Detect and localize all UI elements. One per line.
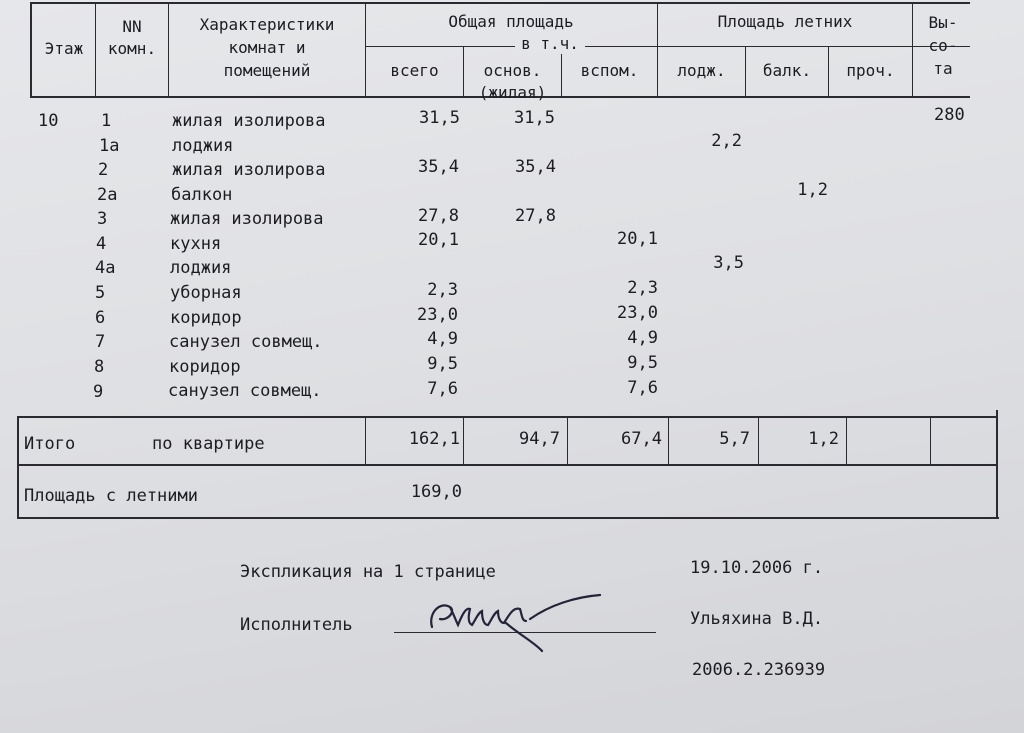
room-nn: 2: [98, 160, 109, 180]
room-total: 2,3: [427, 280, 458, 300]
room-aux: 9,5: [627, 353, 658, 373]
room-nn: 9: [93, 382, 104, 402]
header-other: проч.: [846, 61, 895, 80]
header-main: основ.: [483, 61, 542, 80]
header-balcony: балк.: [762, 61, 812, 80]
room-main: 31,5: [514, 108, 555, 128]
room-loggia: 2,2: [711, 131, 742, 151]
header-vline: [168, 2, 169, 97]
room-total: 27,8: [418, 206, 459, 226]
room-nn: 4: [96, 234, 107, 254]
room-nn: 2а: [97, 185, 118, 205]
room-nn: 5: [95, 283, 106, 303]
room-name: санузел совмещ.: [169, 332, 323, 352]
room-name: уборная: [170, 283, 242, 303]
document-date: 19.10.2006 г.: [690, 558, 824, 578]
totals-mid-rule: [17, 464, 997, 466]
totals-loggia: 5,7: [719, 429, 750, 449]
header-characteristics: Характеристики: [199, 15, 335, 34]
room-name: лоджия: [172, 136, 234, 156]
header-height: та: [933, 59, 953, 78]
room-name: коридор: [170, 308, 242, 328]
totals-main: 94,7: [519, 429, 560, 449]
room-total: 35,4: [418, 157, 459, 177]
room-total: 7,6: [427, 379, 458, 399]
room-total: 20,1: [418, 230, 459, 250]
handwritten-signature: [410, 585, 610, 655]
room-aux: 2,3: [627, 278, 658, 298]
header-height: Вы-: [928, 13, 958, 32]
totals-vline: [846, 416, 847, 466]
room-nn: 7: [95, 332, 106, 352]
document-number: 2006.2.236939: [692, 660, 826, 680]
totals-vline: [17, 416, 19, 519]
totals-vline: [930, 416, 931, 466]
room-name: жилая изолирова: [172, 111, 326, 131]
room-nn: 4а: [95, 258, 116, 278]
header-room-nn: NN: [122, 17, 142, 36]
totals-label-apartment: по квартире: [152, 434, 265, 454]
header-height: со-: [928, 36, 958, 55]
summer-area-label: Площадь с летними: [24, 486, 198, 506]
totals-vline: [567, 416, 568, 466]
header-total-area: Общая площадь: [448, 12, 574, 31]
summer-area-value: 169,0: [410, 482, 462, 502]
header-vline: [95, 2, 96, 97]
header-floor: Этаж: [44, 39, 84, 58]
room-nn: 6: [95, 308, 106, 328]
header-main-sub: (жилая): [478, 83, 547, 102]
room-name: жилая изолирова: [172, 160, 326, 180]
header-total: всего: [390, 61, 439, 80]
room-name: санузел совмещ.: [168, 381, 322, 401]
header-mid-rule: [365, 46, 970, 47]
executor-label: Исполнитель: [240, 615, 353, 635]
room-aux: 20,1: [617, 229, 658, 249]
header-loggia: лодж.: [677, 61, 726, 80]
totals-vline: [463, 416, 464, 466]
room-main: 35,4: [515, 157, 556, 177]
header-characteristics: комнат и: [228, 38, 306, 57]
header-top-rule: [30, 2, 970, 4]
room-total: 31,5: [419, 108, 460, 128]
header-summer-area: Площадь летних: [717, 12, 853, 31]
floor-value: 10: [38, 111, 59, 131]
room-balcony: 1,2: [797, 180, 828, 200]
room-nn: 1: [101, 111, 112, 131]
room-loggia: 3,5: [713, 253, 744, 273]
header-aux: вспом.: [580, 61, 639, 80]
room-name: коридор: [169, 357, 241, 377]
explication-note: Экспликация на 1 странице: [240, 562, 496, 582]
room-total: 9,5: [427, 354, 458, 374]
header-characteristics: помещений: [223, 61, 311, 80]
totals-vline: [365, 416, 366, 466]
room-aux: 23,0: [617, 303, 658, 323]
room-total: 4,9: [427, 329, 458, 349]
room-nn: 3: [97, 209, 108, 229]
room-main: 27,8: [515, 206, 556, 226]
header-incl: в т.ч.: [515, 33, 585, 54]
totals-balcony: 1,2: [808, 429, 839, 449]
room-aux: 7,6: [627, 378, 658, 398]
header-vline: [30, 2, 32, 97]
room-name: балкон: [171, 185, 233, 205]
room-name: жилая изолирова: [170, 209, 324, 229]
totals-bottom-rule: [17, 517, 999, 519]
room-name: лоджия: [170, 258, 232, 278]
totals-aux: 67,4: [621, 429, 662, 449]
executor-name: Ульяхина В.Д.: [690, 609, 824, 629]
room-total: 23,0: [417, 305, 458, 325]
totals-vline: [996, 410, 998, 519]
totals-top-rule: [17, 416, 997, 418]
height-value: 280: [934, 105, 965, 125]
room-nn: 1а: [99, 136, 120, 156]
totals-label: Итого: [24, 434, 76, 454]
room-nn: 8: [94, 357, 105, 377]
room-name: кухня: [170, 234, 222, 254]
totals-total: 162,1: [408, 429, 460, 449]
room-aux: 4,9: [627, 328, 658, 348]
header-room-nn: комн.: [107, 39, 157, 58]
